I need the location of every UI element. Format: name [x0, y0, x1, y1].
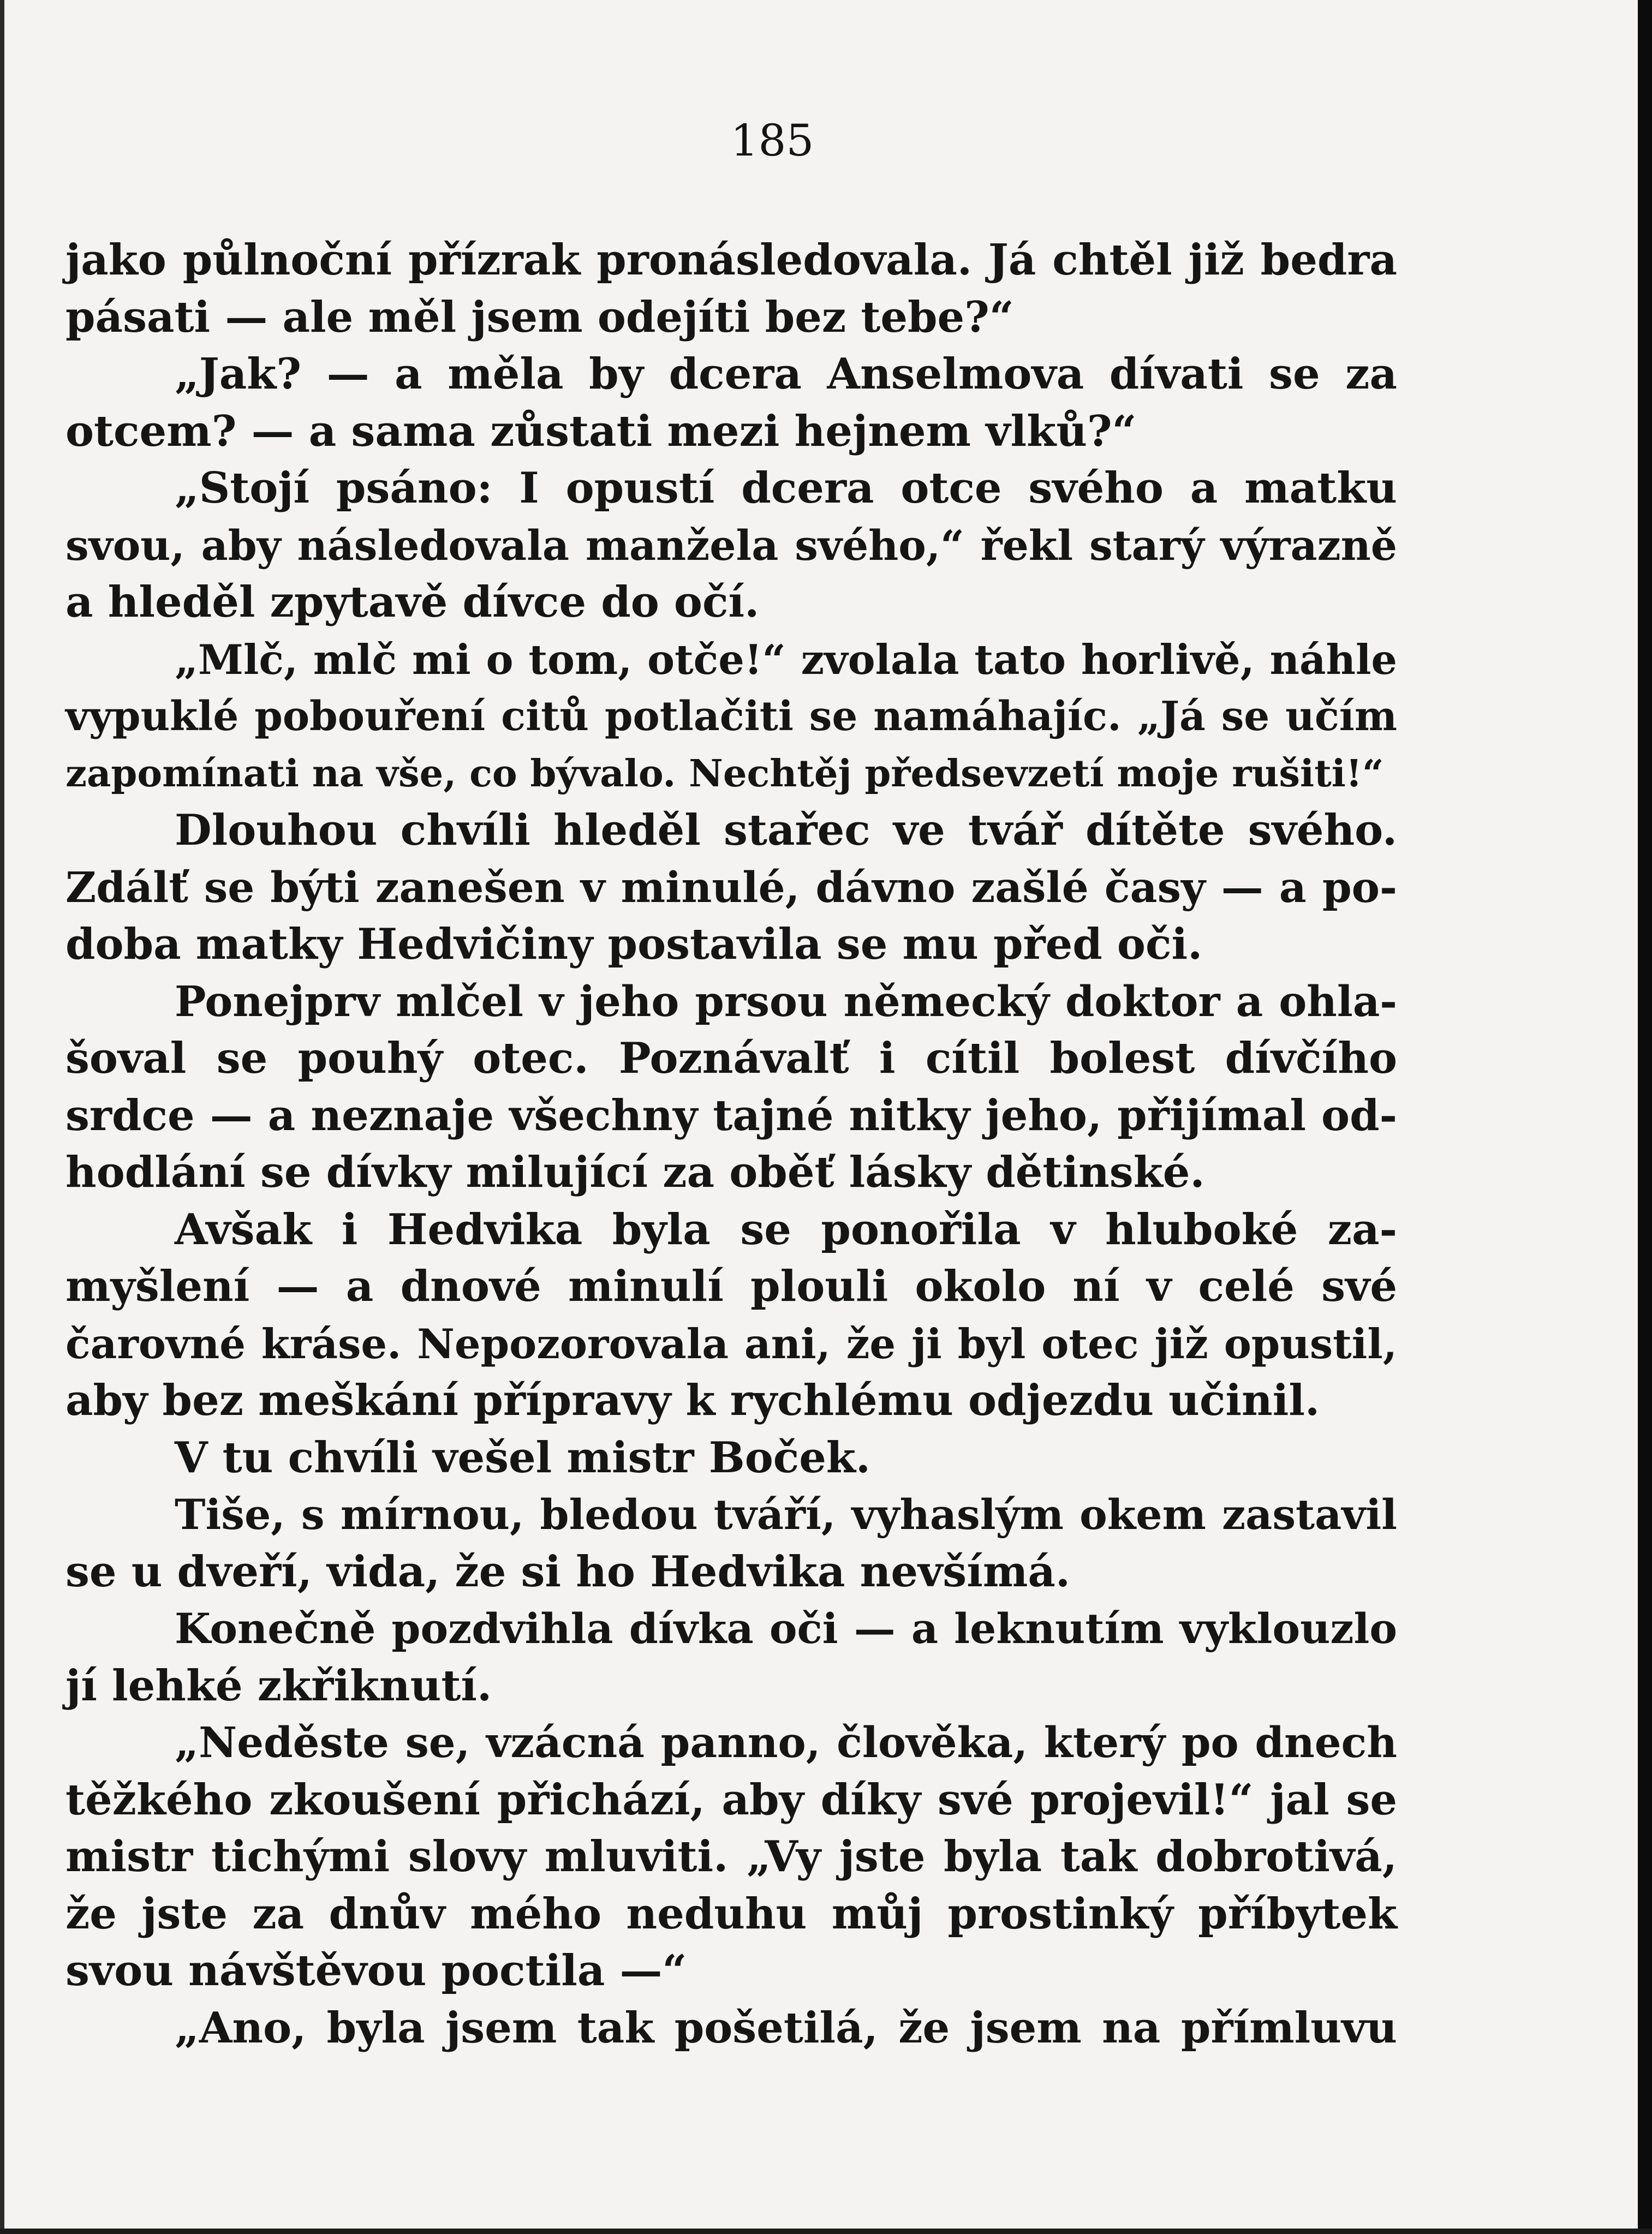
text-line: Ponejprv mlčel v jeho prsou německý doktor a ohla- — [175, 977, 1397, 1026]
text-line: V tu chvíli vešel mistr Boček. — [175, 1432, 871, 1483]
text-line: Tiše, s mírnou, bledou tváří, vyhaslým okem zastavil — [175, 1490, 1397, 1539]
text-line: Zdálť se býti zanešen v minulé, dávno zašlé časy — a po- — [65, 863, 1397, 912]
text-line: se u dveří, vida, že si ho Hedvika nevšímá. — [65, 1546, 1071, 1597]
body-text — [65, 232, 1397, 2057]
text-line: „Jak? — a měla by dcera Anselmova dívati se za — [175, 349, 1397, 399]
text-line: zapomínati na vše, co bývalo. Nechtěj předsevzetí moje rušiti!“ — [65, 751, 1384, 796]
text-line: Avšak i Hedvika byla se ponořila v hluboké za- — [175, 1204, 1397, 1255]
text-line: Konečně pozdvihla dívka oči — a leknutím vyklouzlo — [175, 1604, 1397, 1653]
text-line: svou návštěvou poctila —“ — [65, 1946, 687, 1996]
text-line: mistr tichými slovy mluviti. „Vy jste byla tak dobrotivá, — [65, 1832, 1397, 1881]
text-line: „Mlč, mlč mi o tom, otče!“ zvolala tato horlivě, náhle — [175, 635, 1397, 684]
page-number: 185 — [730, 115, 814, 166]
text-line: myšlení — a dnové minulí plouli okolo ní v celé své — [65, 1262, 1397, 1311]
text-line: „Stojí psáno: I opustí dcera otce svého a matku — [175, 463, 1397, 513]
text-line: vypuklé pobouření citů potlačiti se namáhajíc. „Já se učím — [65, 693, 1397, 740]
text-line: šoval se pouhý otec. Poznávalť i cítil bolest dívčího — [65, 1034, 1397, 1083]
text-line: pásati — ale měl jsem odejíti bez tebe?“ — [65, 292, 1014, 342]
text-line: otcem? — a sama zůstati mezi hejnem vlků?“ — [65, 406, 1137, 456]
text-line: Dlouhou chvíli hleděl stařec ve tvář dítěte svého. — [175, 805, 1397, 855]
text-line: jako půlnoční přízrak pronásledovala. Já chtěl již bedra — [65, 235, 1397, 285]
text-line: těžkého zkoušení přichází, aby díky své projevil!“ jal se — [65, 1775, 1397, 1825]
text-line: hodlání se dívky milující za oběť lásky dětinské. — [65, 1148, 1205, 1197]
text-line: a hleděl zpytavě dívce do očí. — [65, 577, 760, 627]
text-line: svou, aby následovala manžela svého,“ řekl starý výrazně — [65, 521, 1397, 570]
scan-edge-bottom — [0, 2229, 1652, 2234]
text-line: srdce — a neznaje všechny tajné nitky jeho, přijímal od- — [65, 1090, 1397, 1140]
text-line: doba matky Hedvičiny postavila se mu před oči. — [65, 919, 1203, 969]
scan-edge-left — [0, 0, 4, 2234]
text-line: jí lehké zkřiknutí. — [65, 1660, 492, 1711]
text-line: „Neděste se, vzácná panno, člověka, který po dnech — [175, 1718, 1397, 1767]
text-line: aby bez meškání přípravy k rychlému odjezdu učinil. — [65, 1376, 1320, 1425]
text-line: čarovné kráse. Nepozorovala ani, že ji byl otec již opustil, — [65, 1319, 1397, 1368]
text-line: že jste za dnův mého neduhu můj prostinký příbytek — [65, 1889, 1397, 1939]
scan-edge-right — [1638, 0, 1652, 2234]
text-line: „Ano, byla jsem tak pošetilá, že jsem na přímluvu — [175, 2003, 1397, 2053]
